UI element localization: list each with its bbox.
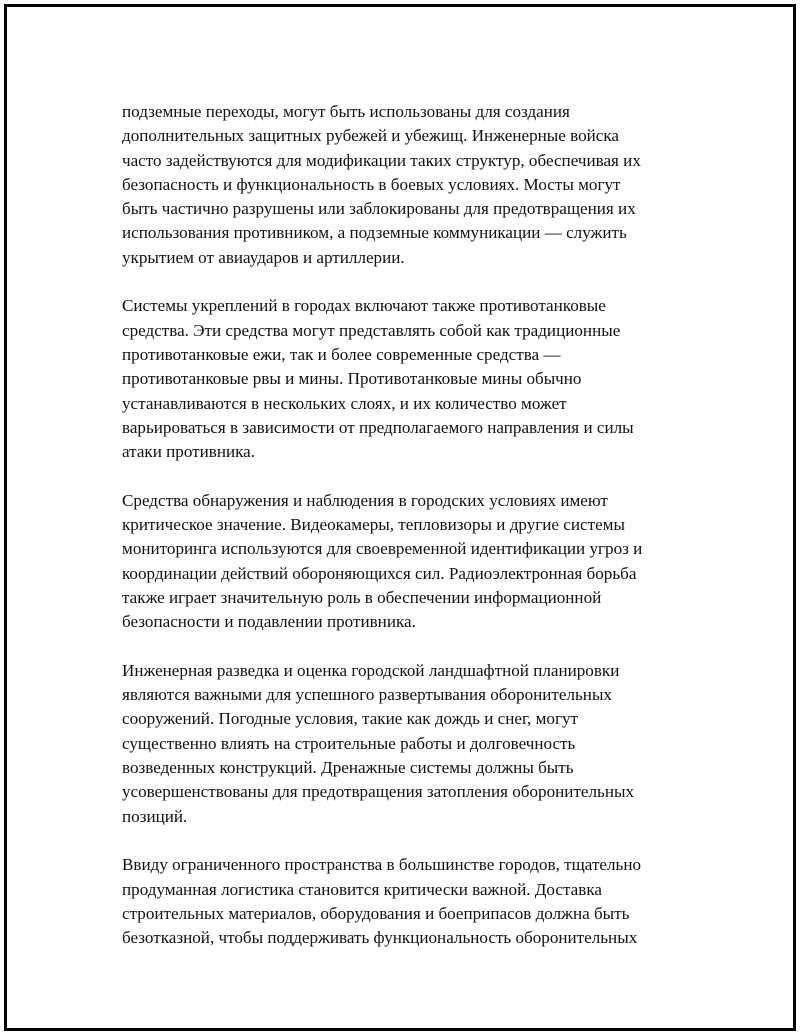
text-line: строительных материалов, оборудования и боеприпасов должна быть	[122, 903, 630, 923]
paragraph-5	[122, 853, 692, 950]
text-line: безопасности и подавлении противника.	[122, 612, 416, 632]
text-line: Инженерная разведка и оценка городской ландшафтной планировки	[122, 660, 620, 680]
text-line: быть частично разрушены или заблокированы для предотвращения их	[122, 199, 636, 219]
paragraph-4	[122, 659, 692, 829]
text-line: безотказной, чтобы поддерживать функциональность оборонительных	[122, 928, 638, 948]
text-line: возведенных конструкций. Дренажные системы должны быть	[122, 758, 574, 778]
text-line: устанавливаются в нескольких слоях, и их количество может	[122, 393, 567, 413]
text-line: дополнительных защитных рубежей и убежищ. Инженерные войска	[122, 126, 620, 146]
text-line: также играет значительную роль в обеспечении информационной	[122, 587, 602, 607]
text-line: мониторинга используются для своевременной идентификации угроз и	[122, 539, 643, 559]
text-line: являются важными для успешного развертывания оборонительных	[122, 685, 612, 705]
text-line: подземные переходы, могут быть использованы для создания	[122, 102, 570, 121]
text-line: варьироваться в зависимости от предполагаемого направления и силы	[122, 417, 634, 437]
text-line: существенно влиять на строительные работы и долговечность	[122, 733, 576, 753]
text-line: часто задействуются для модификации таких структур, обеспечивая их	[122, 150, 641, 170]
text-line: использования противником, а подземные коммуникации — служить	[122, 223, 627, 243]
text-line: продуманная логистика становится критически важной. Доставка	[122, 879, 602, 899]
document-body	[122, 100, 692, 975]
text-line: укрытием от авиаударов и артиллерии.	[122, 247, 405, 267]
text-line: противотанковые ежи, так и более современные средства —	[122, 344, 561, 364]
paragraph-2	[122, 294, 692, 464]
paragraph-3	[122, 489, 692, 635]
text-line: координации действий обороняющихся сил. Радиоэлектронная борьба	[122, 563, 637, 583]
page-frame	[4, 4, 796, 1031]
text-line: сооружений. Погодные условия, такие как дождь и снег, могут	[122, 709, 578, 729]
text-line: Ввиду ограниченного пространства в большинстве городов, тщательно	[122, 855, 642, 875]
text-line: позиций.	[122, 806, 188, 826]
text-line: атаки противника.	[122, 442, 256, 462]
text-line: критическое значение. Видеокамеры, тепловизоры и другие системы	[122, 515, 625, 535]
text-line: средства. Эти средства могут представлять собой как традиционные	[122, 320, 621, 340]
text-line: противотанковые рвы и мины. Противотанковые мины обычно	[122, 369, 582, 389]
text-line: Системы укреплений в городах включают также противотанковые	[122, 296, 606, 316]
text-line: Средства обнаружения и наблюдения в городских условиях имеют	[122, 490, 608, 510]
text-line: безопасность и функциональность в боевых условиях. Мосты могут	[122, 174, 621, 194]
text-line: усовершенствованы для предотвращения затопления оборонительных	[122, 782, 635, 802]
paragraph-1	[122, 100, 692, 270]
